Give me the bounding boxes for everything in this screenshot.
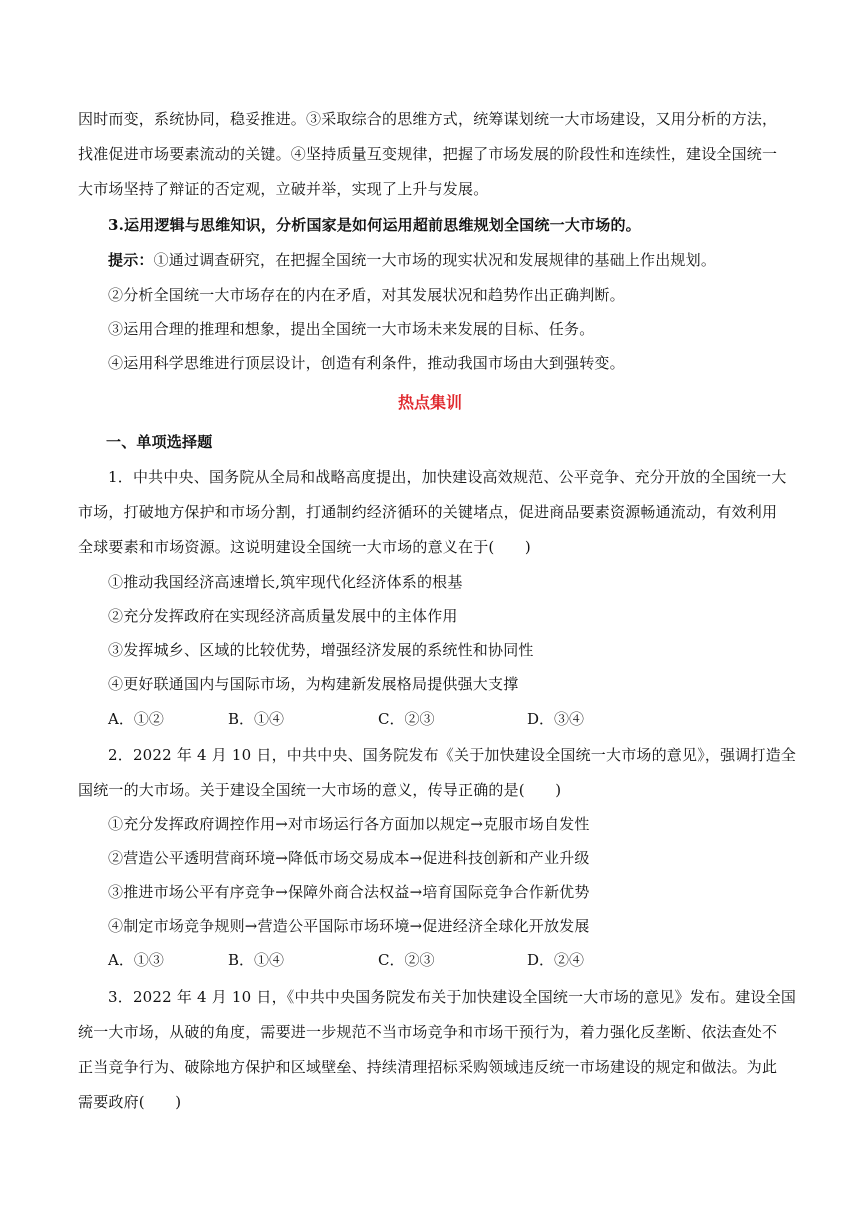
choice-d[interactable]: D．③④ [527,710,585,728]
hint-text: ①通过调查研究，在把握全国统一大市场的现实状况和发展规律的基础上作出规划。 [153,251,717,269]
hint-line: ②分析全国统一大市场存在的内在矛盾，对其发展状况和趋势作出正确判断。 [108,286,625,304]
question-2-option: ②营造公平透明营商环境→降低市场交易成本→促进科技创新和产业升级 [108,849,590,867]
question-1-line: 1．中共中央、国务院从全局和战略高度提出，加快建设高效规范、公平竞争、充分开放的全国统一大 [108,468,787,486]
question-2-option: ③推进市场公平有序竞争→保障外商合法权益→培育国际竞争合作新优势 [108,883,590,901]
question-2-line: 国统一的大市场。关于建设全国统一大市场的意义，传导正确的是( ) [78,781,562,799]
question-2-option: ①充分发挥政府调控作用→对市场运行各方面加以规定→克服市场自发性 [108,815,590,833]
question-1-option: ④更好联通国内与国际市场，为构建新发展格局提供强大支撑 [108,675,519,693]
hint-line: ④运用科学思维进行顶层设计，创造有利条件，推动我国市场由大到强转变。 [108,354,625,372]
analysis-question-title: 3.运用逻辑与思维知识，分析国家是如何运用超前思维规划全国统一大市场的。 [108,216,641,234]
choice-a[interactable]: A．①③ [108,951,164,969]
paragraph-line: 大市场坚持了辩证的否定观，立破并举，实现了上升与发展。 [78,180,489,198]
hint-label: 提示： [108,251,154,269]
paragraph-line: 找准促进市场要素流动的关键。④坚持质量互变规律，把握了市场发展的阶段性和连续性，建设全国统一 [78,145,778,163]
question-3-line: 需要政府( ) [78,1093,182,1111]
choice-c[interactable]: C．②③ [378,951,435,969]
choice-c[interactable]: C．②③ [378,710,435,728]
question-3-line: 3．2022 年 4 月 10 日，《中共中央国务院发布关于加快建设全国统一大市场的意见》发布。建设全国 [108,988,797,1006]
choice-b[interactable]: B．①④ [228,951,285,969]
question-1-option: ①推动我国经济高速增长,筑牢现代化经济体系的根基 [108,573,463,591]
choice-b[interactable]: B．①④ [228,710,285,728]
question-1-option: ③发挥城乡、区域的比较优势，增强经济发展的系统性和协同性 [108,641,534,659]
question-1-option: ②充分发挥政府在实现经济高质量发展中的主体作用 [108,607,458,625]
question-1-line: 市场，打破地方保护和市场分割，打通制约经济循环的关键堵点，促进商品要素资源畅通流动，有效利用 [78,503,778,521]
question-1-line: 全球要素和市场资源。这说明建设全国统一大市场的意义在于( ) [78,538,531,556]
question-2-line: 2．2022 年 4 月 10 日，中共中央、国务院发布《关于加快建设全国统一大市场的意见》，强调打造全 [108,746,797,764]
hint-line: ③运用合理的推理和想象，提出全国统一大市场未来发展的目标、任务。 [108,320,595,338]
question-3-line: 统一大市场，从破的角度，需要进一步规范不当市场竞争和市场干预行为，着力强化反垄断、依法查处不 [78,1023,778,1041]
hint-line [108,243,798,278]
question-2-option: ④制定市场竞争规则→营造公平国际市场环境→促进经济全球化开放发展 [108,917,590,935]
choice-a[interactable]: A．①② [108,710,164,728]
choice-d[interactable]: D．②④ [527,951,585,969]
part-title: 一、单项选择题 [106,433,213,451]
question-3-line: 正当竞争行为、破除地方保护和区域壁垒、持续清理招标采购领域违反统一市场建设的规定和做法。为此 [78,1058,778,1076]
paragraph-line: 因时而变，系统协同，稳妥推进。③采取综合的思维方式，统筹谋划统一大市场建设，又用分析的方法， [78,110,778,128]
section-heading: 热点集训 [397,393,462,412]
